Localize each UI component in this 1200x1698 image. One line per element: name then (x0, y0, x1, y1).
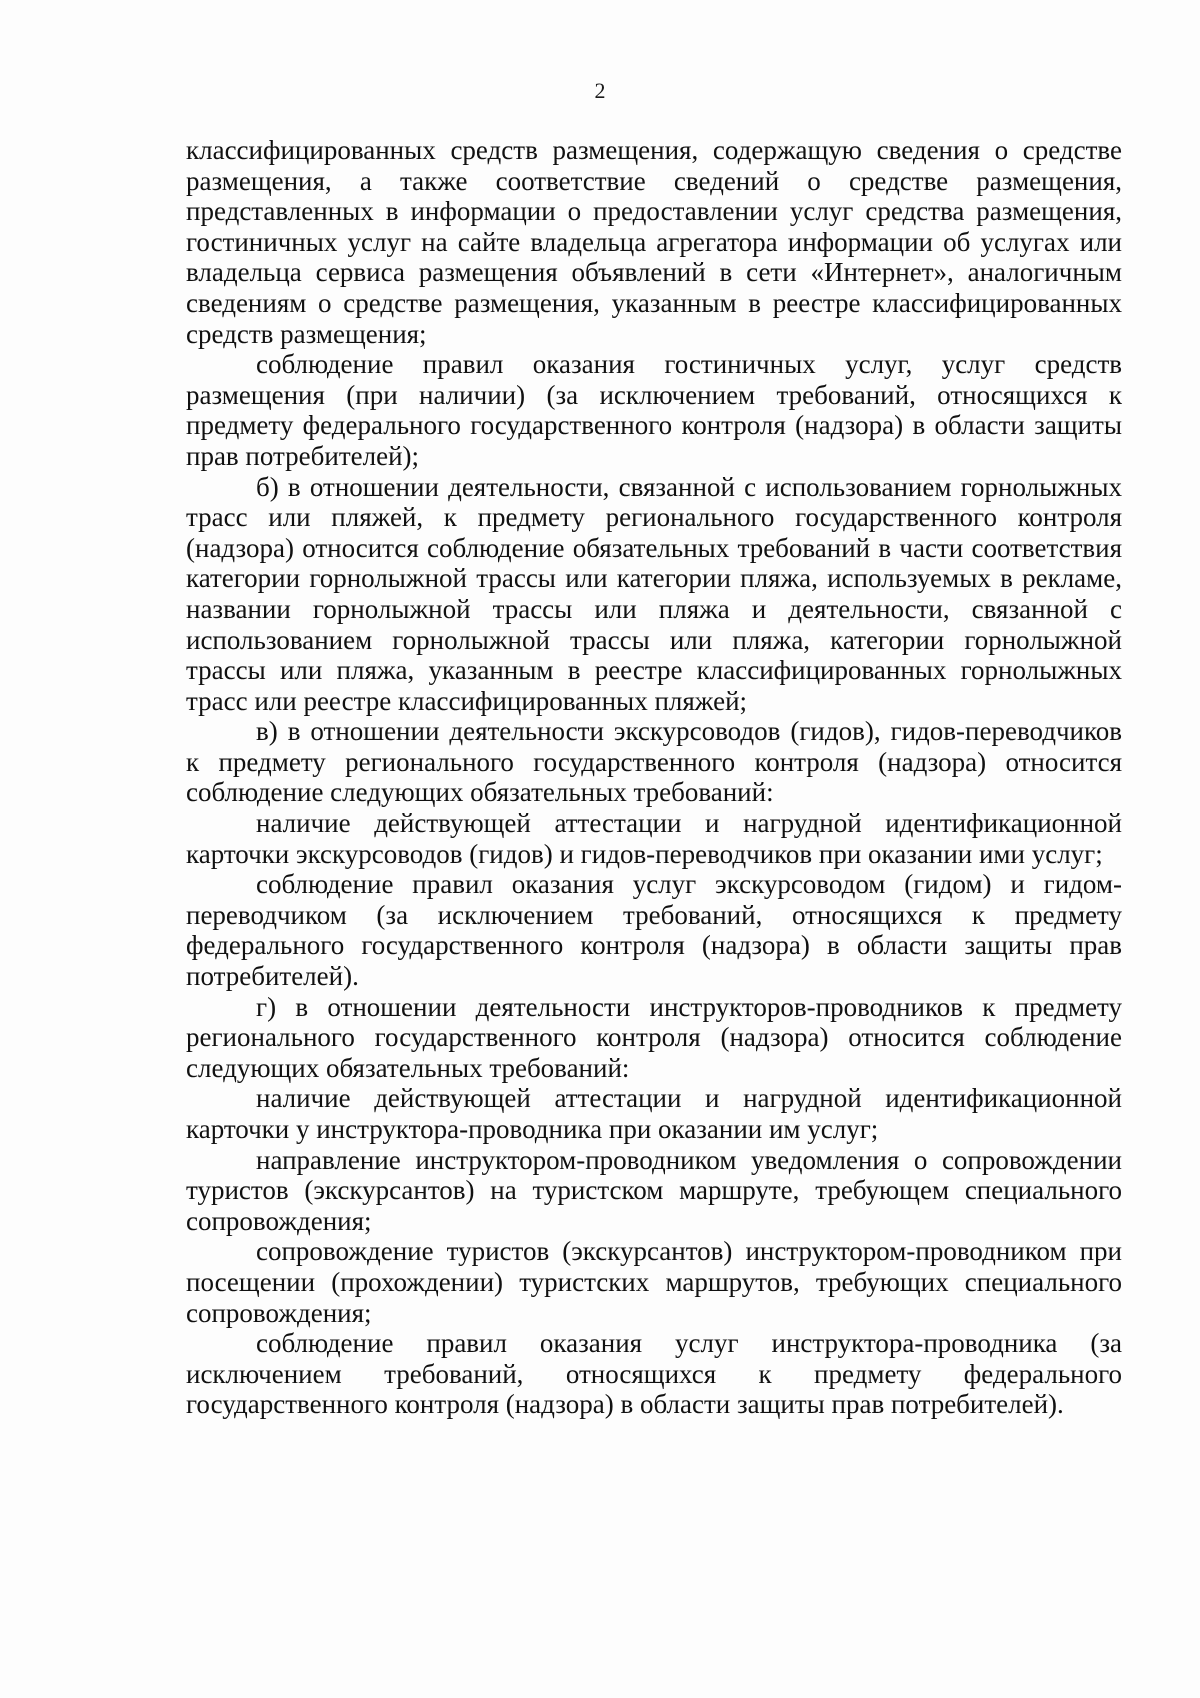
paragraph-10: сопровождение туристов (экскурсантов) инструктором-проводником при посещении (прохождении) туристских маршрутов, требующих специального сопровождения; (186, 1236, 1122, 1328)
page-number: 2 (594, 78, 606, 103)
paragraph-3: б) в отношении деятельности, связанной с использованием горнолыжных трасс или пляжей, к предмету регионального государственного контроля (надзора) относится соблюдение обязательных требований в части соответствия категории горнолыжной трассы или категории пляжа, используемых в рекламе, названии горнолыжной трассы или пляжа и деятельности, связанной с использованием горнолыжной трассы или пляжа, категории горнолыжной трассы или пляжа, указанным в реестре классифицированных горнолыжных трасс или реестре классифицированных пляжей; (186, 471, 1122, 716)
paragraph-6: соблюдение правил оказания услуг экскурсоводом (гидом) и гидом-переводчиком (за исключением требований, относящихся к предмету федерального государственного контроля (надзора) в области защиты прав потребителей). (186, 869, 1122, 992)
document-body (186, 135, 1122, 1420)
paragraph-1: классифицированных средств размещения, содержащую сведения о средстве размещения, а также соответствие сведений о средстве размещения, представленных в информации о предоставлении услуг средства размещения, гостиничных услуг на сайте владельца агрегатора информации об услугах или владельца сервиса размещения объявлений в сети «Интернет», аналогичным сведениям о средстве размещения, указанным в реестре классифицированных средств размещения; (186, 135, 1122, 349)
paragraph-7: г) в отношении деятельности инструкторов-проводников к предмету регионального государственного контроля (надзора) относится соблюдение следующих обязательных требований: (186, 991, 1122, 1083)
paragraph-5: наличие действующей аттестации и нагрудной идентификационной карточки экскурсоводов (гидов) и гидов-переводчиков при оказании ими услуг; (186, 808, 1122, 869)
paragraph-4: в) в отношении деятельности экскурсоводов (гидов), гидов-переводчиков к предмету регионального государственного контроля (надзора) относится соблюдение следующих обязательных требований: (186, 716, 1122, 808)
paragraph-8: наличие действующей аттестации и нагрудной идентификационной карточки у инструктора-проводника при оказании им услуг; (186, 1083, 1122, 1144)
paragraph-11: соблюдение правил оказания услуг инструктора-проводника (за исключением требований, относящихся к предмету федерального государственного контроля (надзора) в области защиты прав потребителей). (186, 1328, 1122, 1420)
paragraph-2: соблюдение правил оказания гостиничных услуг, услуг средств размещения (при наличии) (за исключением требований, относящихся к предмету федерального государственного контроля (надзора) в области защиты прав потребителей); (186, 349, 1122, 471)
paragraph-9: направление инструктором-проводником уведомления о сопровождении туристов (экскурсантов) на туристском маршруте, требующем специального сопровождения; (186, 1144, 1122, 1236)
